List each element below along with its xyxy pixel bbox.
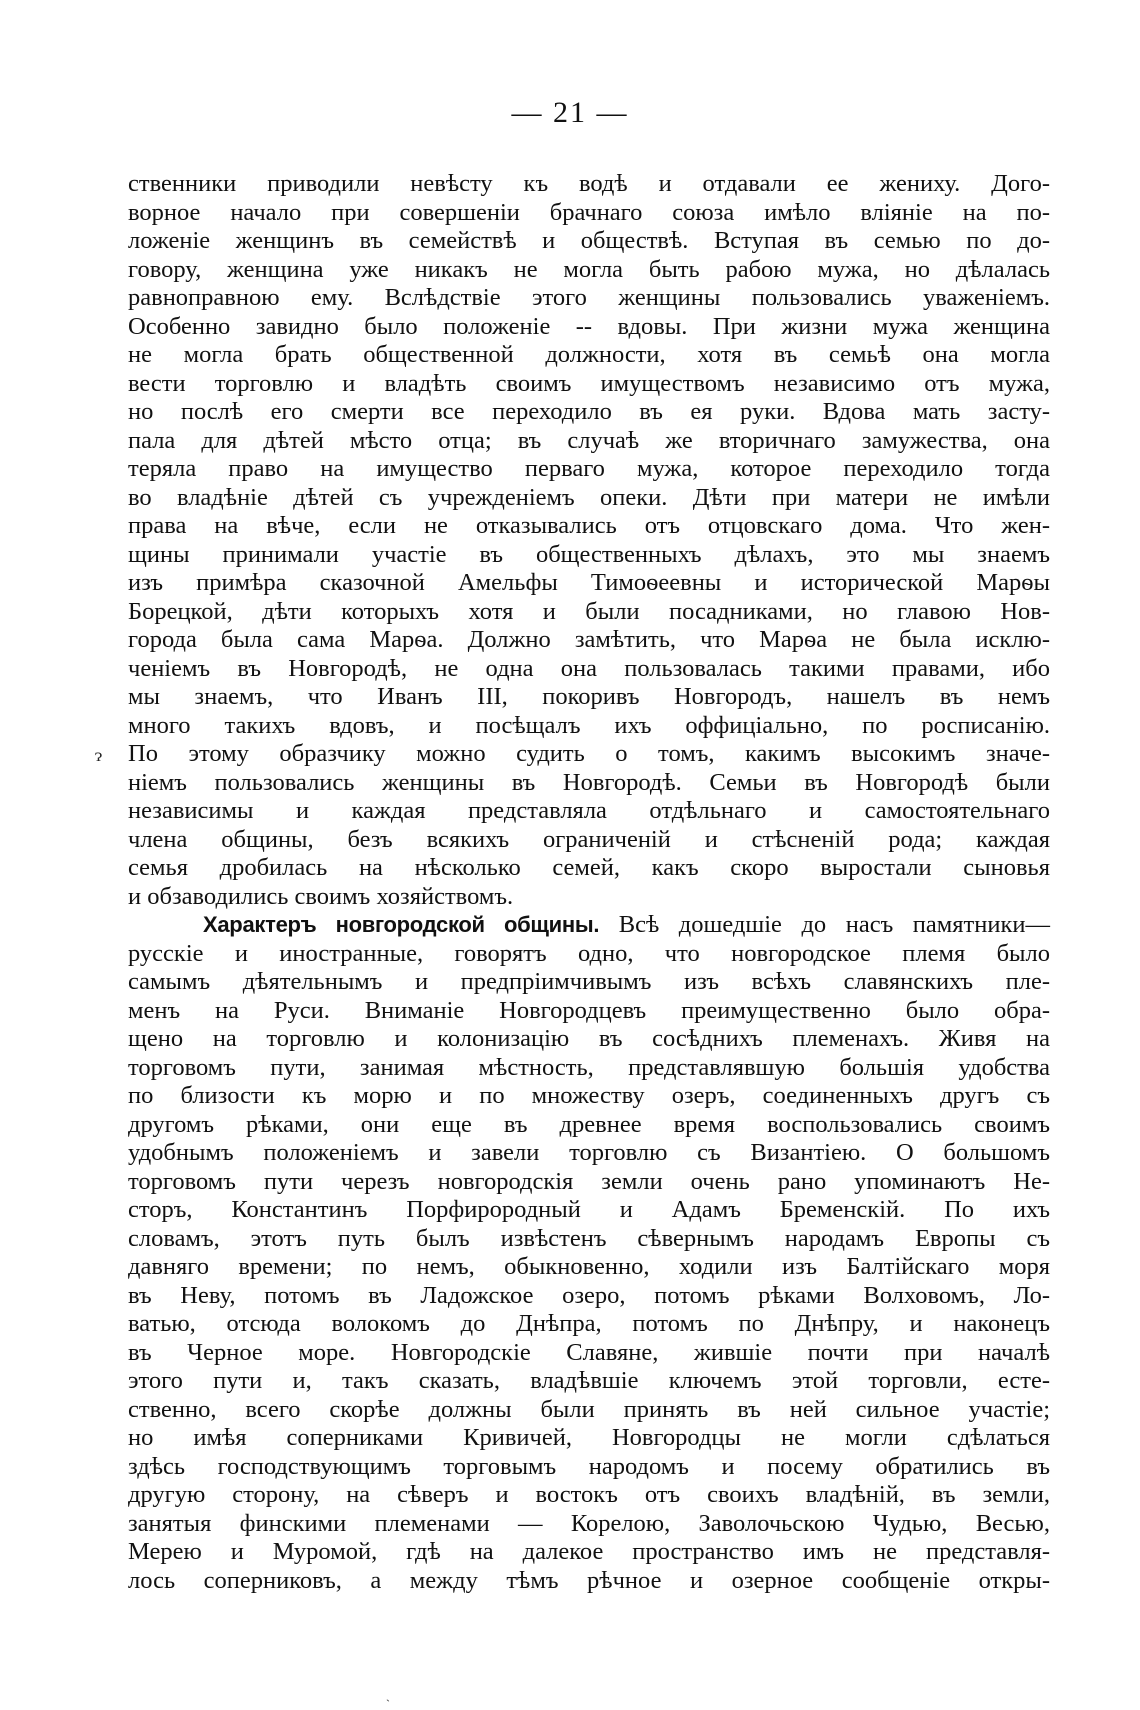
text-line: ложеніе женщинъ въ семействѣ и обществѣ. Вступая въ семью по до- <box>128 227 1050 254</box>
text-line: щено на торговлю и колонизацію въ сосѣднихъ племенахъ. Живя на <box>128 1025 1050 1052</box>
text-line: Борецкой, дѣти которыхъ хотя и были посадниками, но главою Нов- <box>128 597 1050 625</box>
text-line: говору, женщина уже никакъ не могла быть рабою мужа, но дѣлалась <box>128 255 1050 283</box>
text-line: торговомъ пути, занимая мѣстность, представлявшую большія удобства <box>128 1053 1050 1081</box>
text-line: въ Черное море. Новгородскіе Славяне, жившіе почти при началѣ <box>128 1338 1050 1366</box>
text-line: ніемъ пользовались женщины въ Новгородѣ. Семьи въ Новгородѣ были <box>128 768 1050 796</box>
text-line: въ Неву, потомъ въ Ладожское озеро, потомъ рѣками Волховомъ, Ло- <box>128 1281 1050 1309</box>
text-line: не могла брать общественной должности, хотя въ семьѣ она могла <box>128 341 1050 368</box>
heading-continuation: Всѣ дошедшіе до насъ памятники— <box>599 911 1050 938</box>
text-line: изъ примѣра сказочной Амельфы Тимоѳеевны и исторической Марѳы <box>128 569 1050 596</box>
body-text <box>128 170 1050 1595</box>
text-line: другомъ рѣками, они еще въ древнее время воспользовались своимъ <box>128 1110 1050 1138</box>
text-line: вести торговлю и владѣть своимъ имуществомъ независимо отъ мужа, <box>128 369 1050 397</box>
text-line: самымъ дѣятельнымъ и предпріимчивымъ изъ всѣхъ славянскихъ пле- <box>128 968 1050 995</box>
text-line: ворное начало при совершеніи брачнаго союза имѣло вліяніе на по- <box>128 198 1050 226</box>
text-line: словамъ, этотъ путь былъ извѣстенъ сѣвернымъ народамъ Европы съ <box>128 1224 1050 1252</box>
text-line: По этому образчику можно судить о томъ, какимъ высокимъ значе- <box>128 740 1050 767</box>
text-line: ватью, отсюда волокомъ до Днѣпра, потомъ по Днѣпру, и наконецъ <box>128 1310 1050 1337</box>
text-line: независимы и каждая представляла отдѣльнаго и самостоятельнаго <box>128 797 1050 824</box>
text-line: менъ на Руси. Вниманіе Новгородцевъ преимущественно было обра- <box>128 996 1050 1024</box>
text-line: ственники приводили невѣсту къ водѣ и отдавали ее жениху. Дого- <box>128 170 1050 197</box>
text-line: щины принимали участіе въ общественныхъ дѣлахъ, это мы знаемъ <box>128 540 1050 568</box>
text-line: ственно, всего скорѣе должны были принять въ ней сильное участіе; <box>128 1395 1050 1423</box>
text-line: ченіемъ въ Новгородѣ, не одна она пользовалась такими правами, ибо <box>128 654 1050 682</box>
text-line: торговомъ пути черезъ новгородскія земли очень рано упоминаютъ Не- <box>128 1167 1050 1195</box>
text-line: другую сторону, на сѣверъ и востокъ отъ своихъ владѣній, въ земли, <box>128 1481 1050 1508</box>
text-line: теряла право на имущество перваго мужа, которое переходило тогда <box>128 455 1050 482</box>
margin-speck: ˎ <box>386 1688 390 1702</box>
text-line: города была сама Марѳа. Должно замѣтить, что Марѳа не была исклю- <box>128 626 1050 653</box>
text-line: и обзаводились своимъ хозяйствомъ. <box>128 882 514 910</box>
text-line: права на вѣче, если не отказывались отъ отцовскаго дома. Что жен- <box>128 512 1050 539</box>
text-line: русскіе и иностранные, говорятъ одно, что новгородское племя было <box>128 939 1050 967</box>
text-line: семья дробилась на нѣсколько семей, какъ скоро выростали сыновья <box>128 854 1050 881</box>
text-line: занятыя финскими племенами — Корелою, Заволочьскою Чудью, Весью, <box>128 1509 1050 1537</box>
section-heading: Характеръ новгородской общины. <box>203 912 600 937</box>
paragraph-novgorod-community <box>128 911 1050 1595</box>
text-line: члена общины, безъ всякихъ ограниченій и стѣсненій рода; каждая <box>128 825 1050 853</box>
text-line: много такихъ вдовъ, и посѣщалъ ихъ оффиціально, по росписанію. <box>128 711 1050 739</box>
text-line: этого пути и, такъ сказать, владѣвшіе ключемъ этой торговли, есте- <box>128 1367 1050 1394</box>
text-line <box>128 911 1050 940</box>
text-line: по близости къ морю и по множеству озеръ, соединенныхъ другъ съ <box>128 1082 1050 1109</box>
text-line: но имѣя соперниками Кривичей, Новгородцы не могли сдѣлаться <box>128 1424 1050 1451</box>
text-line: но послѣ его смерти все переходило въ ея руки. Вдова мать засту- <box>128 398 1050 425</box>
text-line: мы знаемъ, что Иванъ III, покоривъ Новгородъ, нашелъ въ немъ <box>128 683 1050 710</box>
page-number: — 21 — <box>511 96 629 129</box>
text-line: Мерею и Муромой, гдѣ на далекое пространство имъ не представля- <box>128 1538 1050 1565</box>
text-line: давняго времени; по немъ, обыкновенно, ходили изъ Балтійскаго моря <box>128 1253 1050 1280</box>
text-line: пала для дѣтей мѣсто отца; въ случаѣ же вторичнаго замужества, она <box>128 426 1050 454</box>
text-line: удобнымъ положеніемъ и завели торговлю съ Византіею. О большомъ <box>128 1139 1050 1166</box>
text-line: во владѣніе дѣтей съ учрежденіемъ опеки. Дѣти при матери не имѣли <box>128 483 1050 511</box>
text-line: лось соперниковъ, а между тѣмъ рѣчное и озерное сообщеніе откры- <box>128 1566 1050 1594</box>
text-line: сторъ, Константинъ Порфирородный и Адамъ Бременскій. По ихъ <box>128 1196 1050 1223</box>
margin-mark: ɂ <box>95 745 103 765</box>
text-line: Особенно завидно было положеніе -- вдовы. При жизни мужа женщина <box>128 312 1050 340</box>
paragraph-women-in-family <box>128 170 1050 911</box>
text-line: здѣсь господствующимъ торговымъ народомъ и посему обратились въ <box>128 1452 1050 1480</box>
text-line: равноправною ему. Вслѣдствіе этого женщины пользовались уваженіемъ. <box>128 284 1050 311</box>
